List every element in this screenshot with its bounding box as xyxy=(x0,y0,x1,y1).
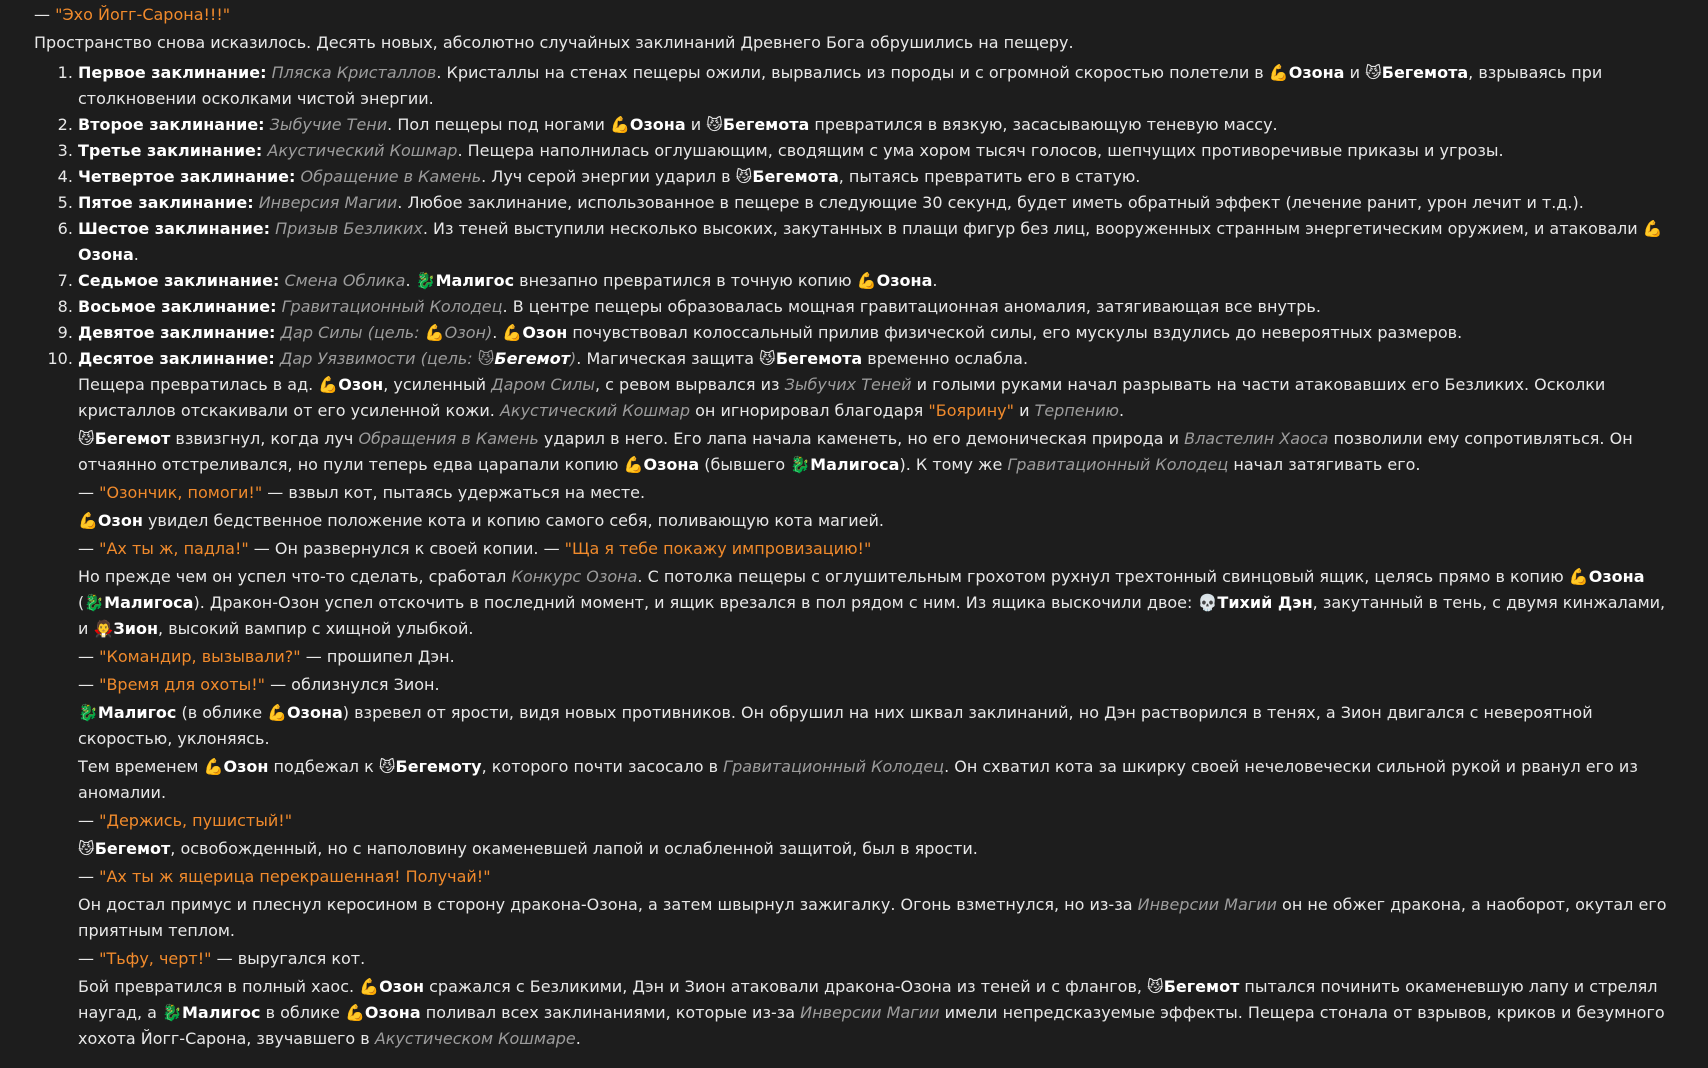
list-item xyxy=(78,216,1674,268)
text: и голыми руками начал разрывать на части атаковавших его Безликих. Осколки кристаллов отскакивали от его усиленной кожи. xyxy=(78,375,1606,420)
muscle-emoji-icon: 💪 xyxy=(1568,567,1589,586)
text: . xyxy=(1118,401,1125,420)
text: превратился в вязкую, засасывающую теневую массу. xyxy=(809,115,1278,134)
dash: — xyxy=(78,483,100,502)
spell-name: Зыбучих Теней xyxy=(784,375,912,394)
text: . Пол пещеры под ногами xyxy=(387,115,610,134)
muscle-emoji-icon: 💪 xyxy=(267,703,288,722)
mention-begemot: Бегемота xyxy=(1381,63,1469,82)
vampire-emoji-icon: 🧛 xyxy=(93,619,114,638)
list-item xyxy=(78,190,1674,216)
dialog-line xyxy=(78,672,1674,698)
muscle-emoji-icon: 💪 xyxy=(609,115,630,134)
spell-label: Второе заклинание: xyxy=(78,115,265,134)
text: ударил в него. Его лапа начала каменеть, но его демоническая природа и xyxy=(538,429,1185,448)
intro-text: Пространство снова исказилось. Десять новых, абсолютно случайных заклинаний Древнего Бога обрушились на пещеру. xyxy=(34,33,1074,52)
dragon-emoji-icon: 🐉 xyxy=(162,1003,182,1022)
spell-name: Акустический Кошмар xyxy=(499,401,691,420)
spell-label: Первое заклинание: xyxy=(78,63,267,82)
text: Пещера превратилась в ад. xyxy=(78,375,319,394)
spell-name: Смена Облика xyxy=(284,271,406,290)
story-paragraph xyxy=(78,564,1674,642)
spell-name: Обращение в Камень xyxy=(300,167,482,186)
mention-ozon: Озон xyxy=(379,977,425,996)
text: временно ослабла. xyxy=(862,349,1029,368)
mention-maligos: Малигоса xyxy=(810,455,900,474)
mention-maligos: Малигос xyxy=(435,271,515,290)
text: поливал всех заклинаниями, которые из-за xyxy=(420,1003,801,1022)
text: . Из теней выступили несколько высоких, закутанных в плащи фигур без лиц, вооруженных странным энергетическим оружием, и атаковали xyxy=(422,219,1643,238)
mention-begemot: Бегемоту xyxy=(395,757,482,776)
spell-target: Бегемот xyxy=(494,349,571,368)
text: взвизгнул, когда луч xyxy=(170,429,359,448)
text: , усиленный xyxy=(383,375,492,394)
text: , освобожденный, но с наполовину окаменевшей лапой и ослабленной защитой, был в ярости. xyxy=(170,839,978,858)
mention-zion: Зион xyxy=(113,619,159,638)
text: , с ревом вырвался из xyxy=(594,375,785,394)
mention-begemot: Бегемот xyxy=(94,839,171,858)
text: . Магическая защита xyxy=(576,349,760,368)
mention-maligos: Малигос xyxy=(182,1003,261,1022)
mention-ozon: Озона xyxy=(876,271,933,290)
text: ). Дракон-Озон успел отскочить в последний момент, и ящик врезался в пол рядом с ним. Из ящика выскочили двое: xyxy=(193,593,1198,612)
list-item xyxy=(78,268,1674,294)
spell-label: Третье заклинание: xyxy=(78,141,263,160)
text: Он достал примус и плеснул керосином в сторону дракона-Озона, а затем швырнул зажигалку. Огонь взметнулся, но из-за xyxy=(78,895,1138,914)
story-paragraph xyxy=(78,836,1674,862)
muscle-emoji-icon: 💪 xyxy=(359,977,380,996)
spell-name: Гравитационный Колодец xyxy=(281,297,503,316)
text: и xyxy=(685,115,707,134)
muscle-emoji-icon: 💪 xyxy=(1268,63,1289,82)
mention-ozon: Озон xyxy=(97,511,143,530)
spell-label: Шестое заклинание: xyxy=(78,219,271,238)
text: . С потолка пещеры с оглушительным грохотом рухнул трехтонный свинцовый ящик, целясь прямо в копию xyxy=(637,567,1569,586)
spell-name-text: Дар Силы (цель: xyxy=(280,323,425,342)
spell-label: Десятое заклинание: xyxy=(78,349,275,368)
text: позволили ему сопротивляться. Он отчаянно отстреливался, но пули теперь едва царапали копию xyxy=(78,429,1633,474)
spell-name: Гравитационный Колодец xyxy=(723,757,945,776)
dash: — xyxy=(78,867,100,886)
text: ) взревел от ярости, видя новых противников. Он обрушил на них шквал заклинаний, но Дэн растворился в тенях, а Зион двигался с невероятной скоростью, уклоняясь. xyxy=(78,703,1593,748)
dialog-line xyxy=(78,864,1674,890)
cat-emoji-icon: 😼 xyxy=(477,349,495,368)
muscle-emoji-icon: 💪 xyxy=(318,375,339,394)
text: — Он развернулся к своей копии. — xyxy=(248,539,565,558)
spell-name-end: ) xyxy=(485,323,493,342)
dialog-quote: "Тьфу, черт!" xyxy=(99,949,212,968)
dialog-quote: "Боярину" xyxy=(928,401,1014,420)
mention-ozon: Озона xyxy=(1288,63,1345,82)
dialog-quote: "Командир, вызывали?" xyxy=(99,647,301,666)
dialog-quote: "Время для охоты!" xyxy=(99,675,265,694)
dialog-line xyxy=(78,946,1674,972)
text: , пытаясь превратить его в статую. xyxy=(838,167,1141,186)
text: . xyxy=(492,323,503,342)
text: и xyxy=(1013,401,1035,420)
spell-name xyxy=(280,349,576,368)
list-item xyxy=(78,346,1674,1052)
spell-name: Обращения в Камень xyxy=(358,429,539,448)
story-paragraph xyxy=(78,426,1674,478)
mention-den: Тихий Дэн xyxy=(1217,593,1313,612)
dash: — xyxy=(78,539,100,558)
spell-label: Девятое заклинание: xyxy=(78,323,276,342)
text: . Кристаллы на стенах пещеры ожили, вырвались из породы и с огромной скоростью полетели в xyxy=(436,63,1269,82)
list-item xyxy=(78,294,1674,320)
muscle-emoji-icon: 💪 xyxy=(623,455,644,474)
spell-label: Пятое заклинание: xyxy=(78,193,254,212)
mention-begemot: Бегемота xyxy=(752,167,839,186)
cat-emoji-icon: 😼 xyxy=(759,349,776,368)
dialog-quote: "Ах ты ж, падла!" xyxy=(99,539,249,558)
text: , закутанный в тень, с двумя кинжалами, и xyxy=(78,593,1666,638)
mention-begemot: Бегемота xyxy=(722,115,810,134)
mention-begemot: Бегемот xyxy=(1163,977,1240,996)
message-body xyxy=(34,2,1674,1052)
dialog-quote: "Эхо Йогг-Сарона!!!" xyxy=(55,5,231,24)
spell-name-text: Дар Уязвимости (цель: xyxy=(279,349,478,368)
text: . В центре пещеры образовалась мощная гравитационная аномалия, затягивающая все внутрь. xyxy=(502,297,1321,316)
spell-name: Гравитационный Колодец xyxy=(1007,455,1229,474)
mention-ozon: Озона xyxy=(643,455,700,474)
mention-begemot: Бегемот xyxy=(94,429,171,448)
dialog-line xyxy=(78,536,1674,562)
cat-emoji-icon: 😼 xyxy=(1365,63,1382,82)
story-paragraph xyxy=(78,372,1674,424)
spell-label: Седьмое заклинание: xyxy=(78,271,280,290)
text: (в облике xyxy=(176,703,268,722)
text: увидел бедственное положение кота и копию самого себя, поливающую кота магией. xyxy=(142,511,884,530)
muscle-emoji-icon: 💪 xyxy=(344,1003,365,1022)
muscle-emoji-icon: 💪 xyxy=(856,271,877,290)
muscle-emoji-icon: 💪 xyxy=(1642,219,1663,238)
spell-target: Озон xyxy=(444,323,486,342)
mention-ozon: Озона xyxy=(287,703,343,722)
story-paragraph xyxy=(78,508,1674,534)
dragon-emoji-icon: 🐉 xyxy=(84,593,105,612)
muscle-emoji-icon: 💪 xyxy=(502,323,523,342)
spell-name: Инверсия Магии xyxy=(258,193,398,212)
text: , высокий вампир с хищной улыбкой. xyxy=(158,619,474,638)
text: — прошипел Дэн. xyxy=(300,647,455,666)
cat-emoji-icon: 😼 xyxy=(735,167,753,186)
text: ). К тому же xyxy=(899,455,1008,474)
spell-list xyxy=(34,60,1674,1052)
text: . xyxy=(932,271,938,290)
dialog-quote: "Ах ты ж ящерица перекрашенная! Получай!" xyxy=(99,867,491,886)
text: подбежал к xyxy=(268,757,379,776)
text: , которого почти засосало в xyxy=(481,757,724,776)
spell-name: Акустический Кошмар xyxy=(267,141,458,160)
dialog-quote: "Держись, пушистый!" xyxy=(99,811,293,830)
list-item xyxy=(78,164,1674,190)
mention-ozon: Озон xyxy=(223,757,269,776)
dash: — xyxy=(34,5,56,24)
spell-name: Конкурс Озона xyxy=(511,567,638,586)
spell-name: Зыбучие Тени xyxy=(269,115,388,134)
spell-name: Призыв Безликих xyxy=(275,219,423,238)
story-paragraph xyxy=(78,754,1674,806)
dragon-emoji-icon: 🐉 xyxy=(415,271,436,290)
spell-name: Акустическом Кошмаре xyxy=(374,1029,576,1048)
spell-name-end: ) xyxy=(570,349,577,368)
text: и xyxy=(1344,63,1366,82)
text: Бой превратился в полный хаос. xyxy=(78,977,360,996)
dialog-line xyxy=(78,480,1674,506)
text: Тем временем xyxy=(78,757,204,776)
spell-name: Даром Силы xyxy=(491,375,595,394)
intro-quote-line xyxy=(34,2,1674,28)
muscle-emoji-icon: 💪 xyxy=(203,757,224,776)
muscle-emoji-icon: 💪 xyxy=(424,323,445,342)
text: он игнорировал благодаря xyxy=(690,401,929,420)
text: — выругался кот. xyxy=(211,949,366,968)
mention-ozon: Озона xyxy=(1588,567,1645,586)
text: . Пещера наполнилась оглушающим, сводящим с ума хором тысяч голосов, шепчущих противоречивые приказы и угрозы. xyxy=(457,141,1504,160)
text: . Он схватил кота за шкирку своей нечеловечески сильной рукой и рванул его из аномалии. xyxy=(78,757,1638,802)
dash: — xyxy=(78,949,100,968)
text: (бывшего xyxy=(699,455,791,474)
spell-name xyxy=(281,323,493,342)
spell-name: Пляска Кристаллов xyxy=(271,63,437,82)
list-item xyxy=(78,60,1674,112)
dragon-emoji-icon: 🐉 xyxy=(78,703,98,722)
text: Но прежде чем он успел что-то сделать, сработал xyxy=(78,567,512,586)
text: . Луч серой энергии ударил в xyxy=(481,167,736,186)
mention-maligos: Малигос xyxy=(97,703,177,722)
cat-emoji-icon: 😼 xyxy=(706,115,723,134)
text: сражался с Безликими, Дэн и Зион атаковали дракона-Озона из теней и с флангов, xyxy=(424,977,1148,996)
text: начал затягивать его. xyxy=(1228,455,1421,474)
dragon-emoji-icon: 🐉 xyxy=(790,455,811,474)
muscle-emoji-icon: 💪 xyxy=(78,511,98,530)
dash: — xyxy=(78,811,100,830)
spell-name: Инверсии Магии xyxy=(1137,895,1277,914)
text: — облизнулся Зион. xyxy=(264,675,440,694)
text: — взвыл кот, пытаясь удержаться на месте. xyxy=(262,483,646,502)
text: в облике xyxy=(260,1003,345,1022)
cat-emoji-icon: 😼 xyxy=(378,757,396,776)
cat-emoji-icon: 😼 xyxy=(78,839,95,858)
cat-emoji-icon: 😼 xyxy=(78,429,95,448)
text: почувствовал колоссальный прилив физической силы, его мускулы вздулись до невероятных размеров. xyxy=(567,323,1463,342)
story-paragraph xyxy=(78,700,1674,752)
mention-ozon: Озона xyxy=(78,245,134,264)
story-paragraph xyxy=(78,974,1674,1052)
mention-ozon: Озона xyxy=(364,1003,421,1022)
list-item xyxy=(78,112,1674,138)
text: . xyxy=(133,245,139,264)
mention-ozon: Озон xyxy=(522,323,568,342)
spell-name: Инверсии Магии xyxy=(800,1003,940,1022)
spell-name: Терпению xyxy=(1034,401,1119,420)
text: . xyxy=(575,1029,581,1048)
spell-label: Четвертое заклинание: xyxy=(78,167,296,186)
text: . xyxy=(405,271,416,290)
dialog-line xyxy=(78,644,1674,670)
mention-ozon: Озона xyxy=(629,115,686,134)
text: пытался починить окаменевшую лапу и стрелял наугад, а xyxy=(78,977,1658,1022)
spell-label: Восьмое заклинание: xyxy=(78,297,277,316)
text: , взрываясь при столкновении осколками чистой энергии. xyxy=(78,63,1603,108)
dialog-quote: "Ща я тебе покажу импровизацию!" xyxy=(564,539,872,558)
text: внезапно превратился в точную копию xyxy=(514,271,857,290)
mention-begemot: Бегемота xyxy=(775,349,863,368)
dash: — xyxy=(78,647,100,666)
text: имели непредсказуемые эффекты. Пещера стонала от взрывов, криков и безумного хохота Йогг-Сарона, звучавшего в xyxy=(78,1003,1665,1048)
text: он не обжег дракона, а наоборот, окутал его приятным теплом. xyxy=(78,895,1667,940)
skull-emoji-icon: 💀 xyxy=(1197,593,1218,612)
list-item xyxy=(78,138,1674,164)
list-item xyxy=(78,320,1674,346)
text: . Любое заклинание, использованное в пещере в следующие 30 секунд, будет иметь обратный эффект (лечение ранит, урон лечит и т.д.). xyxy=(397,193,1584,212)
dialog-quote: "Озончик, помоги!" xyxy=(99,483,263,502)
cat-emoji-icon: 😼 xyxy=(1147,977,1164,996)
mention-maligos: Малигоса xyxy=(104,593,194,612)
mention-ozon: Озон xyxy=(338,375,384,394)
dash: — xyxy=(78,675,100,694)
dialog-line xyxy=(78,808,1674,834)
text: ( xyxy=(78,593,85,612)
story-paragraph xyxy=(78,892,1674,944)
spell-name: Властелин Хаоса xyxy=(1184,429,1329,448)
